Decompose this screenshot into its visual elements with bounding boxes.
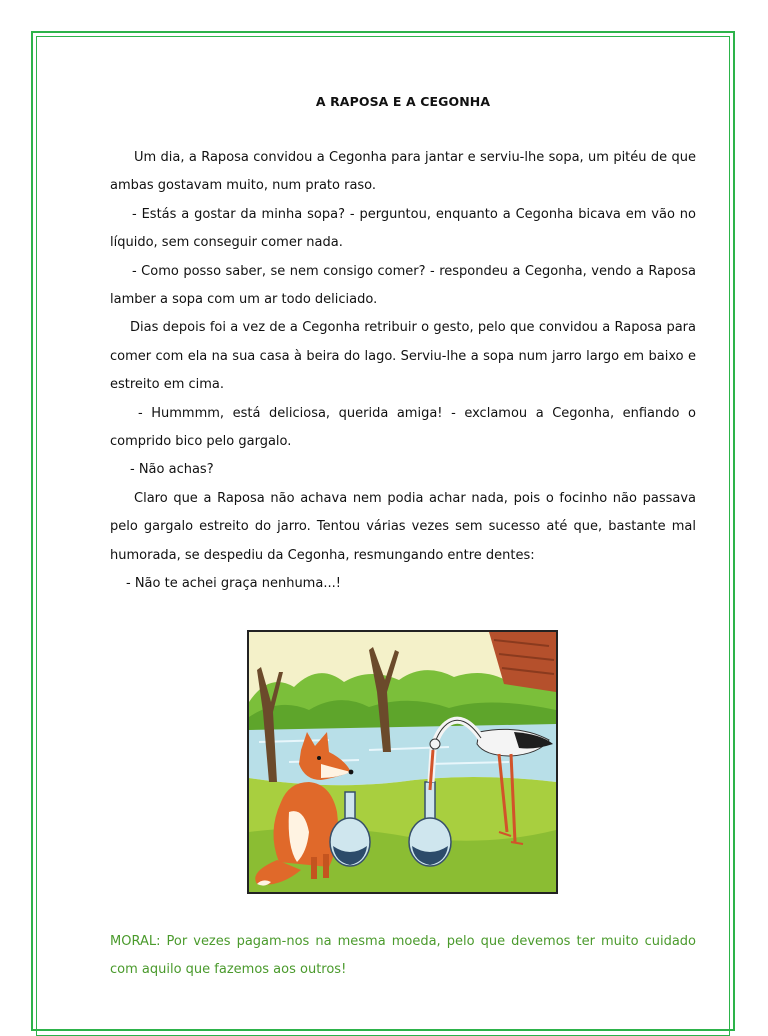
fox-and-stork-illustration xyxy=(247,630,558,894)
moral-body: Por vezes pagam-nos na mesma moeda, pelo que devemos ter muito cuidado com aquilo que fazemos aos outros! xyxy=(110,934,696,978)
moral-text xyxy=(110,928,696,985)
moral-label: MORAL: xyxy=(110,934,161,949)
story-paragraph: Claro que a Raposa não achava nem podia achar nada, pois o focinho não passava pelo gargalo estreito do jarro. Tentou várias vezes sem sucesso até que, bastante mal humorada, se despediu da Cegonha, resmungando entre dentes: xyxy=(110,490,696,563)
story-paragraph: Um dia, a Raposa convidou a Cegonha para jantar e serviu-lhe sopa, um pitéu de que ambas gostavam muito, num prato raso. xyxy=(110,150,696,194)
story-title: A RAPOSA E A CEGONHA xyxy=(315,94,491,109)
story-paragraph: - Hummmm, está deliciosa, querida amiga! - exclamou a Cegonha, enfiando o comprido bico pelo gargalo. xyxy=(110,405,696,450)
story-paragraph: - Não te achei graça nenhuma...! xyxy=(126,576,341,592)
story-paragraph: Dias depois foi a vez de a Cegonha retribuir o gesto, pelo que convidou a Raposa para comer com ela na sua casa à beira do lago. Serviu-lhe a sopa num jarro largo em baixo e estreito em cima. xyxy=(110,320,696,393)
story-paragraph: - Estás a gostar da minha sopa? - perguntou, enquanto a Cegonha bicava em vão no líquido, sem conseguir comer nada. xyxy=(110,206,696,251)
story-body xyxy=(110,144,696,599)
story-paragraph: - Como posso saber, se nem consigo comer? - respondeu a Cegonha, vendo a Raposa lamber a sopa com um ar todo deliciado. xyxy=(110,263,696,308)
story-paragraph: - Não achas? xyxy=(130,462,214,478)
